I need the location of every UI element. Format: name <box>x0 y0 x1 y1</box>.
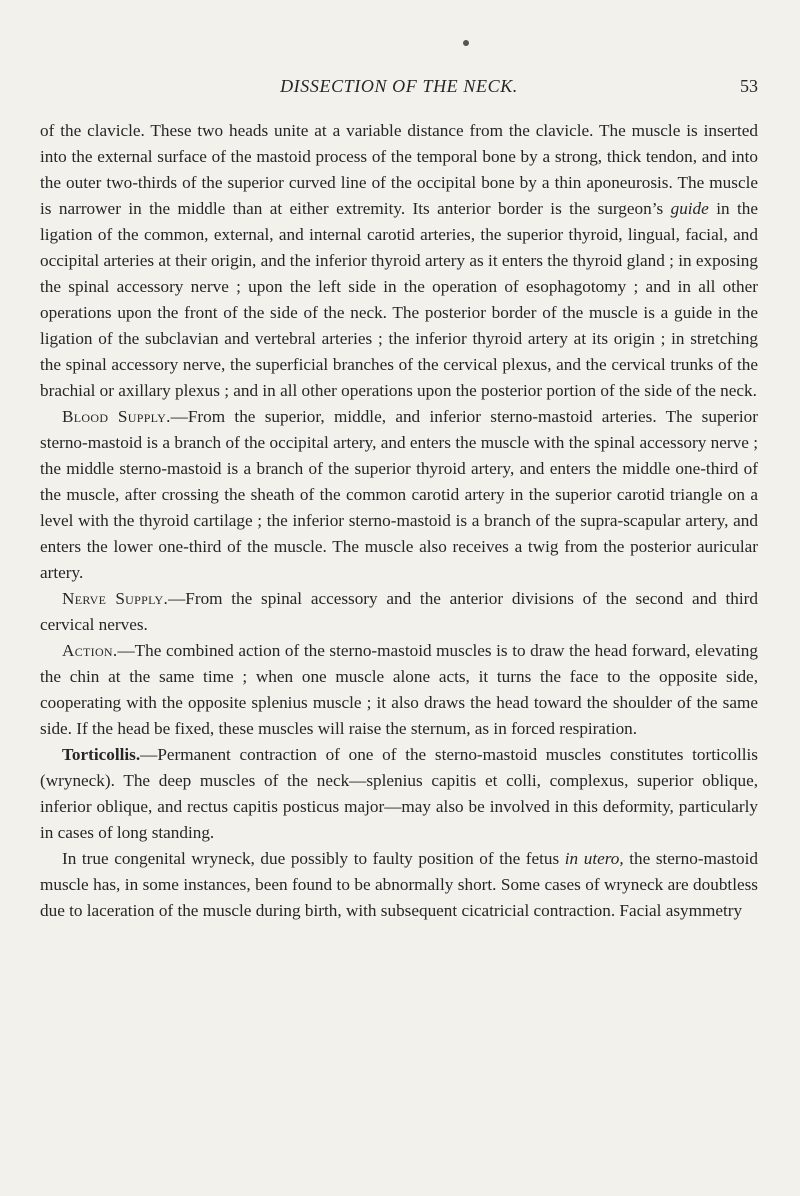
paragraph-text: —From the superior, middle, and inferior sterno-mastoid arteries. The superior sterno-mastoid is a branch of the occipital artery, and enters the muscle with the spinal accessory nerve ; the middle sterno-mastoid is a branch of the superior thyroid artery, and enters the middle one-third of the muscle, after crossing the sheath of the common carotid artery in the superior carotid triangle on a level with the thyroid cartilage ; the inferior sterno-mastoid is a branch of the supra-scapular artery, and enters the lower one-third of the muscle. The muscle also receives a twig from the posterior auricular artery. <box>40 407 758 582</box>
paragraph-text: —The combined action of the sterno-mastoid muscles is to draw the head forward, elevating the chin at the same time ; when one muscle alone acts, it turns the face to the opposite side, cooperating with the opposite splenius muscle ; it also draws the head toward the shoulder of the same side. If the head be fixed, these muscles will raise the sternum, as in forced respiration. <box>40 641 758 738</box>
body-text <box>40 118 758 924</box>
section-heading: Nerve Supply. <box>62 589 169 608</box>
page-header <box>40 76 758 100</box>
ink-dot <box>463 40 469 46</box>
page-number: 53 <box>740 76 758 96</box>
emphasis-in-utero: in utero, <box>564 849 624 868</box>
paragraph-nerve-supply <box>40 586 758 638</box>
paragraph-text: —Permanent contraction of one of the sterno-mastoid muscles constitutes torticollis (wryneck). The deep muscles of the neck—splenius capitis et colli, complexus, superior oblique, inferior oblique, and rectus capitis posticus major—may also be involved in this deformity, particularly in cases of long standing. <box>40 745 758 842</box>
paragraph-origin-insertion <box>40 118 758 404</box>
paragraph-congenital-wryneck <box>40 846 758 924</box>
running-title: DISSECTION OF THE NECK. <box>280 76 518 96</box>
paragraph-text: the sterno-mastoid muscle has, in some instances, been found to be abnormally short. Some cases of wryneck are doubtless due to laceration of the muscle during birth, with subsequent cicatricial contraction. Facial asymmetry <box>40 849 758 920</box>
emphasis-guide: guide <box>670 199 709 218</box>
paragraph-text: —From the spinal accessory and the anterior divisions of the second and third cervical nerves. <box>40 589 758 634</box>
section-heading: Action. <box>62 641 118 660</box>
paragraph-text: of the clavicle. These two heads unite at a variable distance from the clavicle. The muscle is inserted into the external surface of the mastoid process of the temporal bone by a strong, thick tendon, and into the outer two-thirds of the superior curved line of the occipital bone by a thin aponeurosis. The muscle is narrower in the middle than at either extremity. Its anterior border is the surgeon’s <box>40 121 758 218</box>
paragraph-action <box>40 638 758 742</box>
paragraph-text: in the ligation of the common, external, and internal carotid arteries, the superior thyroid, lingual, facial, and occipital arteries at their origin, and the inferior thyroid artery as it enters the thyroid gland ; in exposing the spinal accessory nerve ; upon the left side in the operation of esophagotomy ; and in all other operations upon the front of the side of the neck. The posterior border of the muscle is a guide in the ligation of the subclavian and vertebral arteries ; the inferior thyroid artery at its origin ; in stretching the spinal accessory nerve, the superficial branches of the cervical plexus, and the cervical trunks of the brachial or axillary plexus ; and in all other operations upon the posterior portion of the side of the neck. <box>40 199 758 400</box>
paragraph-torticollis <box>40 742 758 846</box>
section-heading: Blood Supply. <box>62 407 171 426</box>
section-heading: Torticollis. <box>62 745 141 764</box>
paragraph-text: In true congenital wryneck, due possibly to faulty position of the fetus <box>62 849 565 868</box>
paragraph-blood-supply <box>40 404 758 586</box>
